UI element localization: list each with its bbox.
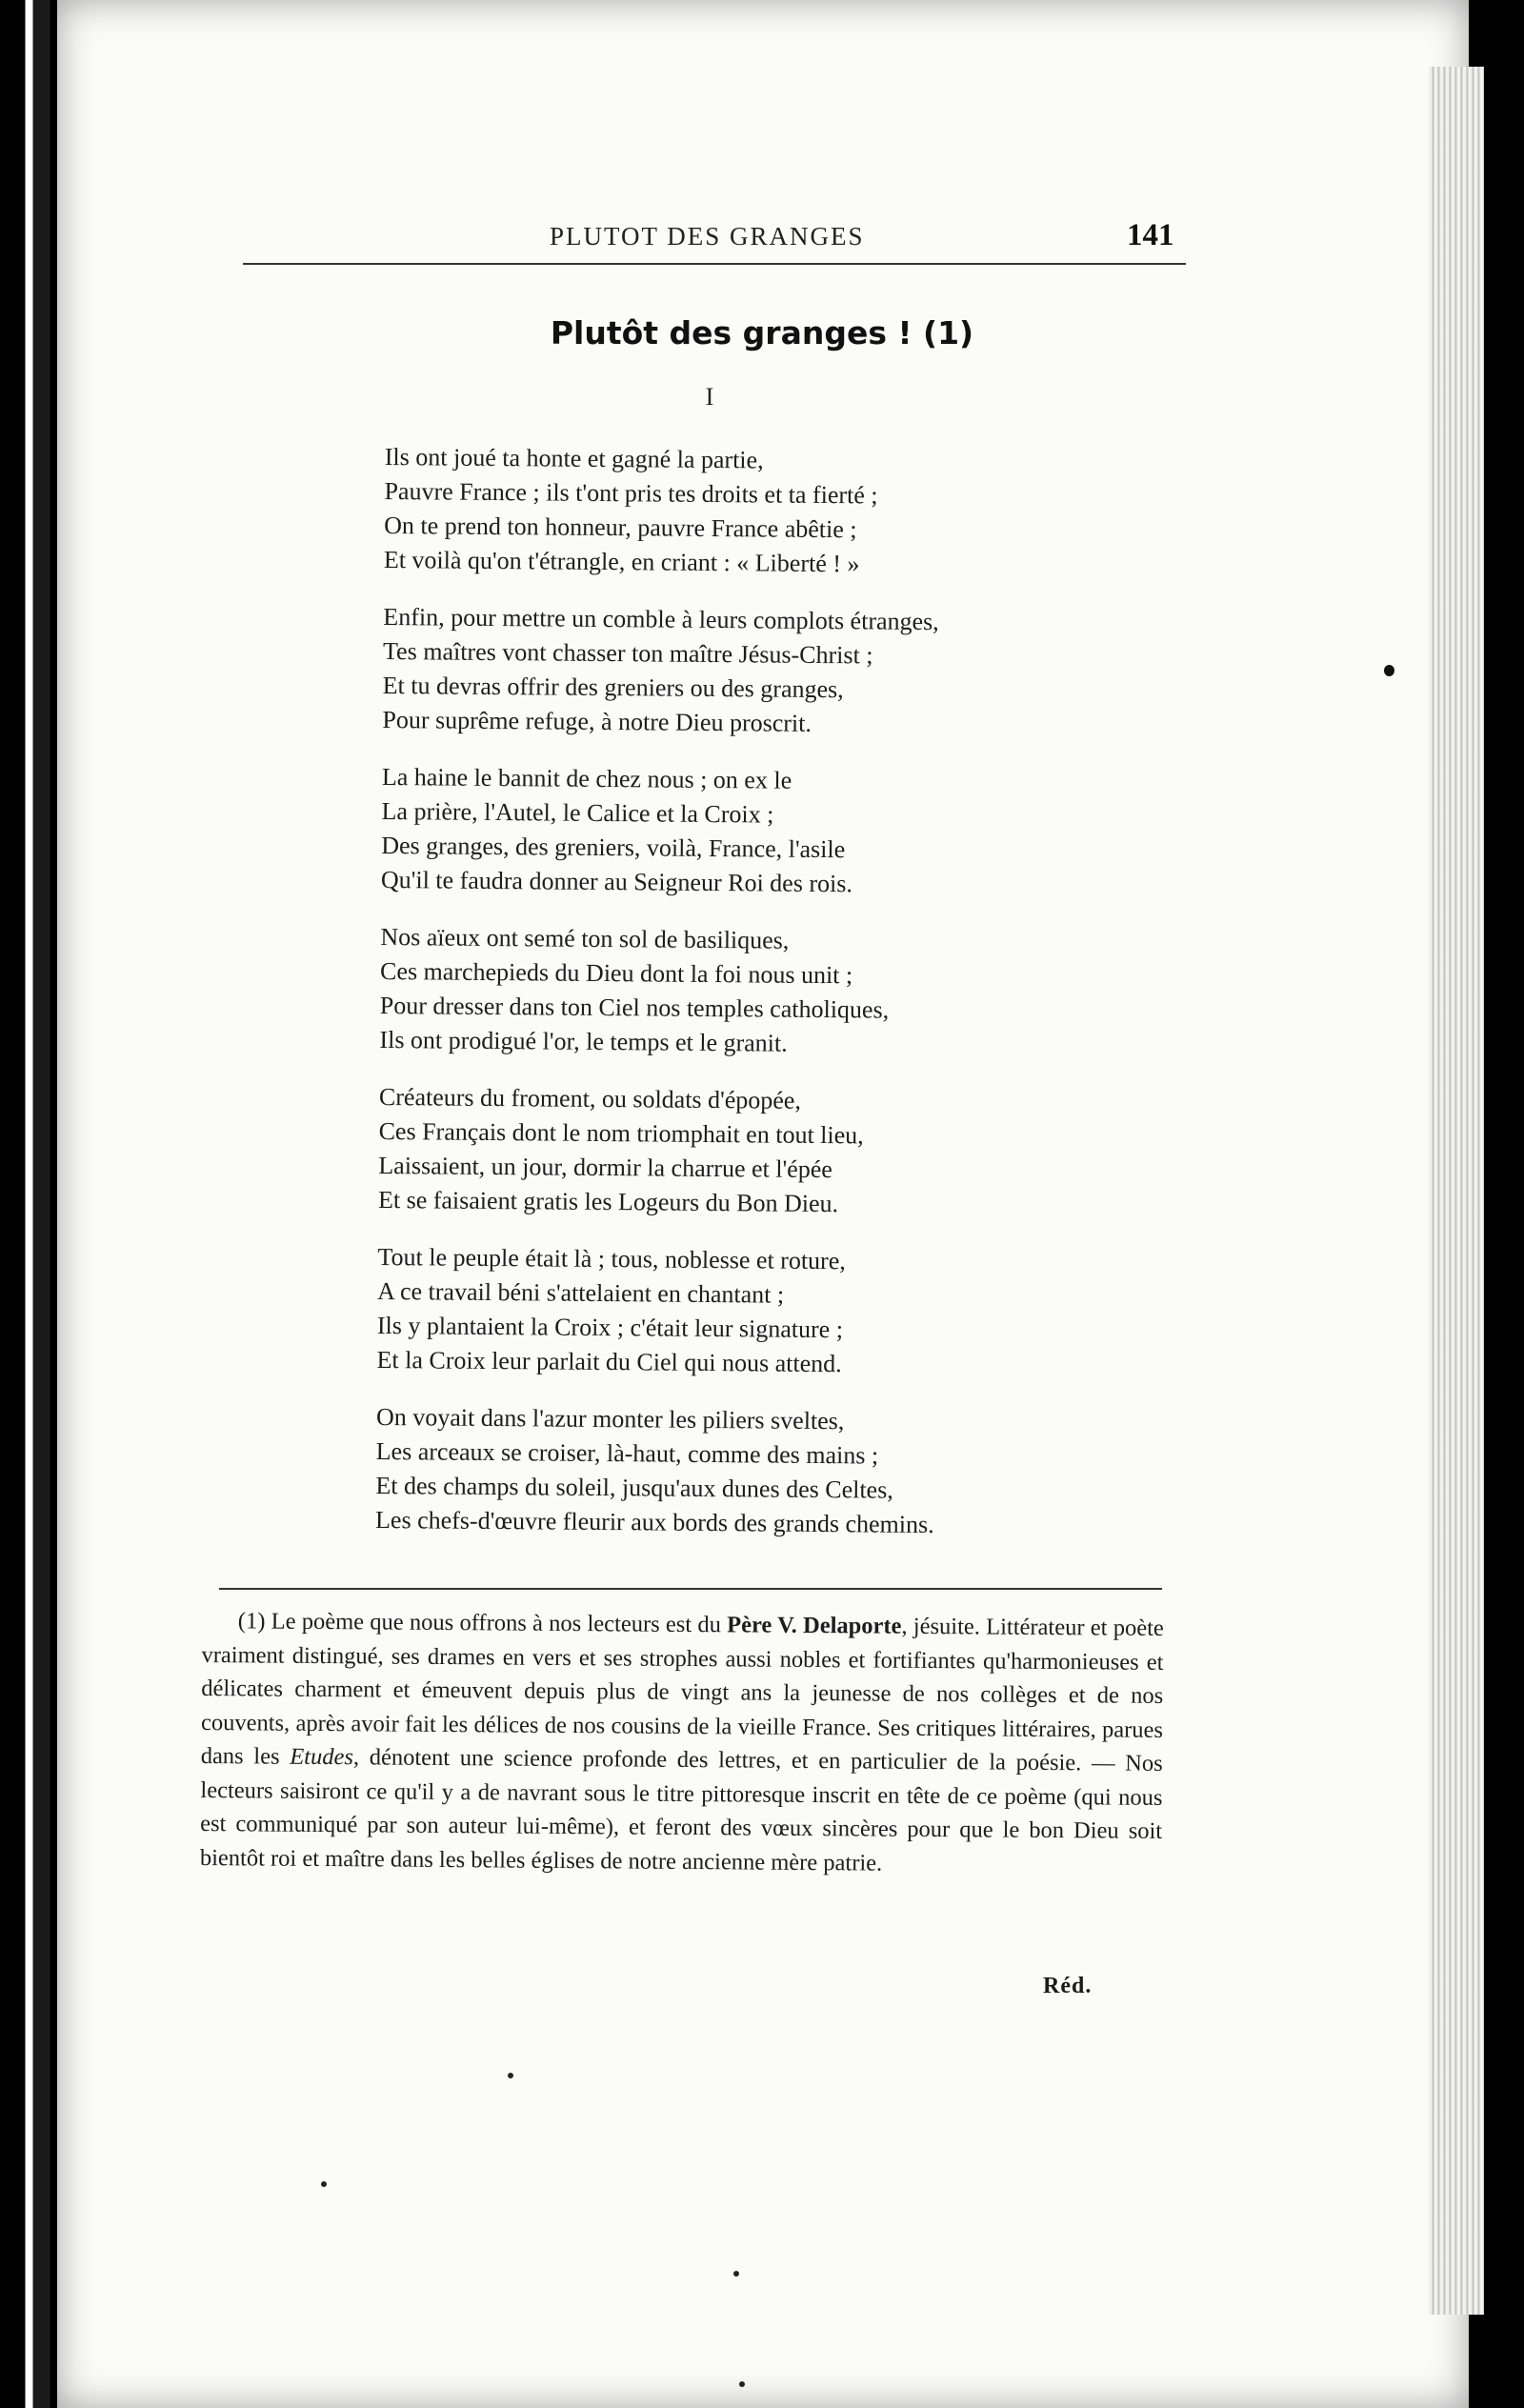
ink-speck	[739, 2381, 745, 2387]
page-number: 141	[1127, 218, 1174, 252]
footnote-journal: Etudes	[290, 1743, 354, 1771]
verse: Et des champs du soleil, jusqu'aux dunes des Celtes,	[375, 1471, 893, 1504]
header-rule	[243, 263, 1186, 265]
verse: Ils y plantaient la Croix ; c'était leur signature ;	[376, 1311, 844, 1344]
running-header	[243, 212, 1195, 279]
footnote-rule	[219, 1588, 1162, 1590]
footnote-text: , jésuite. Littérateur et poète vraiment distingué, ses drames en vers et ses strophes aussi nobles et fortifiantes qu'harmonieuses et délicates charment et émeuvent depuis plus de vingt ans la jeunesse de nos collèges et de nos couvents, après avoir fait les délices de nos cousins de la vieille France. Ses critiques littéraires, parues dans les	[200, 1613, 1164, 1770]
verse: Ils ont joué ta honte et gagné la partie,	[384, 442, 764, 474]
verse: A ce travail béni s'attelaient en chantant ;	[377, 1276, 785, 1309]
verse: Les arceaux se croiser, là-haut, comme des mains ;	[375, 1436, 879, 1470]
verse: Ces marchepieds du Dieu dont la foi nous unit ;	[380, 956, 853, 990]
stanza	[376, 1240, 1101, 1384]
verse: Ils ont prodigué l'or, le temps et le granit.	[379, 1025, 788, 1057]
verse: Et la Croix leur parlait du Ciel qui nous attend.	[376, 1345, 842, 1378]
verse: On voyait dans l'azur monter les piliers sveltes,	[375, 1402, 845, 1435]
ink-speck	[321, 2181, 327, 2187]
footnote-author: Père V. Delaporte	[727, 1612, 902, 1639]
stanza	[381, 760, 1106, 904]
ink-speck	[508, 2073, 513, 2078]
footnote	[200, 1604, 1164, 1882]
verse: La prière, l'Autel, le Calice et la Croix ;	[381, 796, 774, 829]
part-number: I	[705, 383, 714, 411]
verse: Pauvre France ; ils t'ont pris tes droits et ta fierté ;	[384, 476, 878, 510]
stanza	[382, 600, 1107, 744]
verse: Enfin, pour mettre un comble à leurs complots étranges,	[383, 602, 939, 636]
stanza	[379, 920, 1104, 1064]
verse: Nos aïeux ont semé ton sol de basiliques,	[380, 922, 790, 954]
verse: Et se faisaient gratis les Logeurs du Bon Dieu.	[377, 1185, 839, 1218]
footnote-rest: , dénotent une science profonde des lettres, et en particulier de la poésie. — Nos lecteurs saisiront ce qu'il y a de navrant sous le titre pittoresque inscrit en tête de ce poème (qui nous est communiqué par son auteur lui-même), et feront des vœux sincères pour que le bon Dieu soit bientôt roi et maître dans les belles églises de notre ancienne mère patrie.	[199, 1744, 1163, 1876]
verse: On te prend ton honneur, pauvre France abêtie ;	[384, 511, 857, 544]
ink-speck	[733, 2271, 739, 2277]
page-edges	[1429, 67, 1484, 2315]
verse: Et voilà qu'on t'étrangle, en criant : « Liberté ! »	[383, 545, 860, 578]
verse: Tes maîtres vont chasser ton maître Jésus-Christ ;	[382, 636, 873, 670]
editor-signature: Réd.	[1043, 1974, 1093, 1998]
poem-title: Plutôt des granges ! (1)	[550, 314, 974, 351]
verse: Laissaient, un jour, dormir la charrue et l'épée	[378, 1151, 832, 1184]
running-title: PLUTOT DES GRANGES	[550, 222, 865, 251]
stanza	[378, 1080, 1103, 1224]
verse: Pour suprême refuge, à notre Dieu proscrit.	[382, 705, 812, 737]
verse: La haine le bannit de chez nous ; on ex le	[381, 762, 792, 794]
ink-speck	[1384, 665, 1394, 676]
verse: Et tu devras offrir des greniers ou des granges,	[382, 671, 844, 704]
book-gutter	[0, 0, 57, 2408]
verse: Créateurs du froment, ou soldats d'épopée,	[378, 1082, 802, 1114]
stanza	[384, 440, 1109, 584]
verse: Ces Français dont le nom triomphait en tout lieu,	[378, 1116, 864, 1150]
verse: Les chefs-d'œuvre fleurir aux bords des grands chemins.	[374, 1505, 934, 1539]
stanza	[375, 1400, 1100, 1544]
verse: Qu'il te faudra donner au Seigneur Roi des rois.	[380, 865, 853, 898]
verse: Pour dresser dans ton Ciel nos temples catholiques,	[379, 991, 890, 1024]
verse: Tout le peuple était là ; tous, noblesse et roture,	[377, 1242, 846, 1275]
footnote-lead: (1) Le poème que nous offrons à nos lecteurs est du	[237, 1608, 728, 1638]
poem-body	[375, 440, 1109, 1567]
verse: Des granges, des greniers, voilà, France, l'asile	[381, 831, 846, 864]
